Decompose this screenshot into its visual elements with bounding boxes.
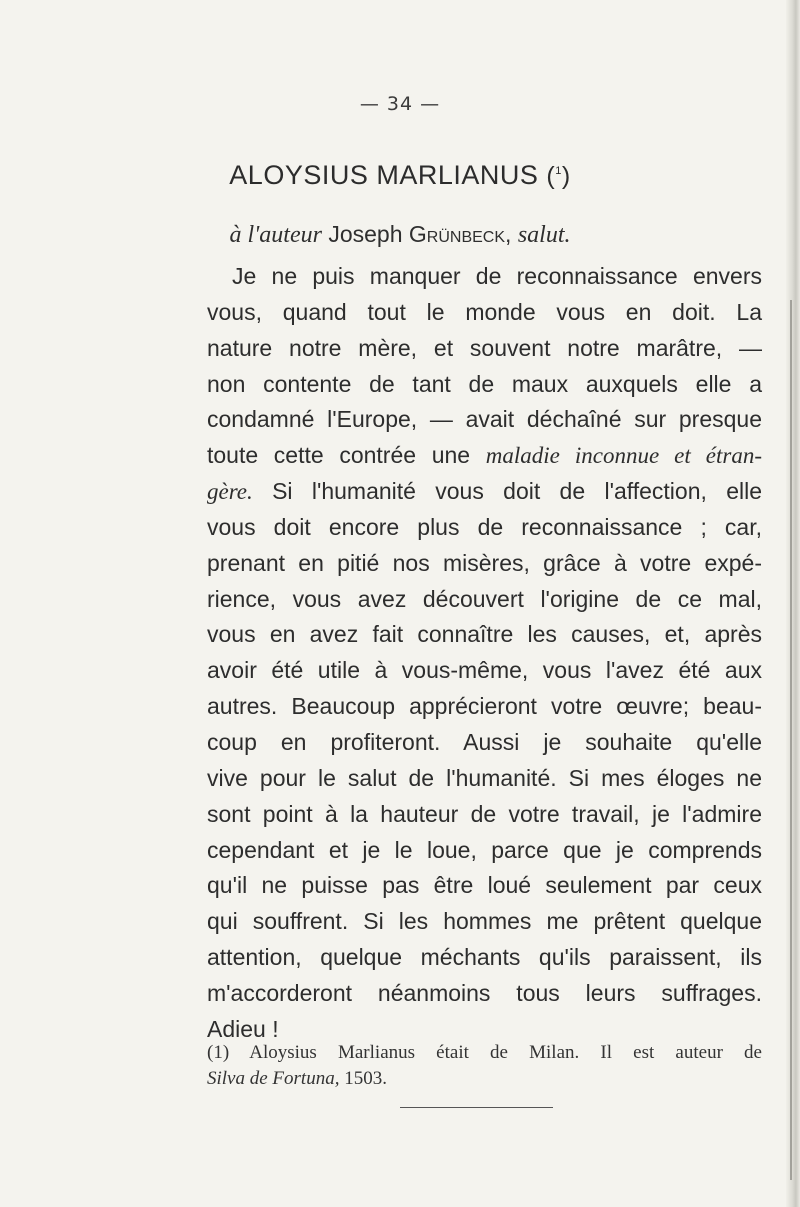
body-line: vous en avez fait connaître les causes, et, après <box>207 621 762 648</box>
body-line: vive pour le salut de l'humanité. Si mes éloges ne <box>207 764 762 791</box>
body-line: non contente de tant de maux auxquels elle a <box>207 370 762 397</box>
body-line: Adieu ! <box>207 1015 279 1042</box>
body-line: vous, quand tout le monde vous en doit. La <box>207 298 762 325</box>
footnote-year: 1503. <box>344 1068 387 1089</box>
title-footnote-ref: ($^1$) <box>546 162 571 190</box>
body-line: autres. Beaucoup apprécieront votre œuvre; beau- <box>207 693 762 720</box>
dedication-name: Joseph <box>328 221 403 247</box>
body-line: cependant et je le loue, parce que je comprends <box>207 836 762 863</box>
body-line: coup en profiteront. Aussi je souhaite qu'elle <box>207 728 762 755</box>
dedication-surname: Grünbeck, <box>408 221 512 247</box>
body-line: prenant en pitié nos misères, grâce à votre expé- <box>207 549 762 576</box>
body-line <box>207 438 762 474</box>
body-line: Je ne puis manquer de reconnaissance envers <box>232 263 762 289</box>
page-edge-line <box>790 300 792 1180</box>
letter-body <box>207 259 762 1048</box>
body-line: qu'il ne puisse pas être loué seulement par ceux <box>207 872 762 899</box>
body-line <box>207 474 762 510</box>
body-text: toute cette contrée une <box>207 442 471 469</box>
body-line: sont point à la hauteur de votre travail, je l'admire <box>207 800 762 827</box>
end-rule <box>400 1107 553 1108</box>
body-line: qui souffrent. Si les hommes me prêtent quelque <box>207 908 762 935</box>
page-number: — 34 — <box>359 93 441 115</box>
body-line: vous doit encore plus de reconnaissance ; car, <box>207 513 762 540</box>
body-text: Si l'humanité vous doit de l'affection, elle <box>272 478 762 505</box>
letter-title <box>0 160 800 191</box>
body-line: attention, quelque méchants qu'ils paraissent, ils <box>207 944 762 971</box>
footnote <box>207 1040 762 1092</box>
body-italic-text: maladie inconnue et étran- <box>485 443 762 469</box>
dedication-line <box>0 221 800 249</box>
footnote-line <box>207 1066 762 1092</box>
body-italic-text: gère. <box>207 479 253 505</box>
body-line: rience, vous avez découvert l'origine de ce mal, <box>207 585 762 612</box>
title-text: ALOYSIUS MARLIANUS <box>229 160 539 190</box>
body-line: condamné l'Europe, — avait déchaîné sur presque <box>207 406 762 433</box>
dedication-salutation: salut. <box>517 222 571 248</box>
footnote-ref-number: 1 <box>555 165 562 177</box>
dedication-prefix: à l'auteur <box>229 222 322 248</box>
body-line: avoir été utile à vous-même, vous l'avez été aux <box>207 657 762 684</box>
footnote-line: (1) Aloysius Marlianus était de Milan. Il est auteur de <box>207 1042 762 1063</box>
body-line: m'accorderont néanmoins tous leurs suffrages. <box>207 979 762 1006</box>
footnote-italic-title: Silva de Fortuna, <box>207 1068 340 1089</box>
body-line: nature notre mère, et souvent notre marâtre, — <box>207 334 762 361</box>
